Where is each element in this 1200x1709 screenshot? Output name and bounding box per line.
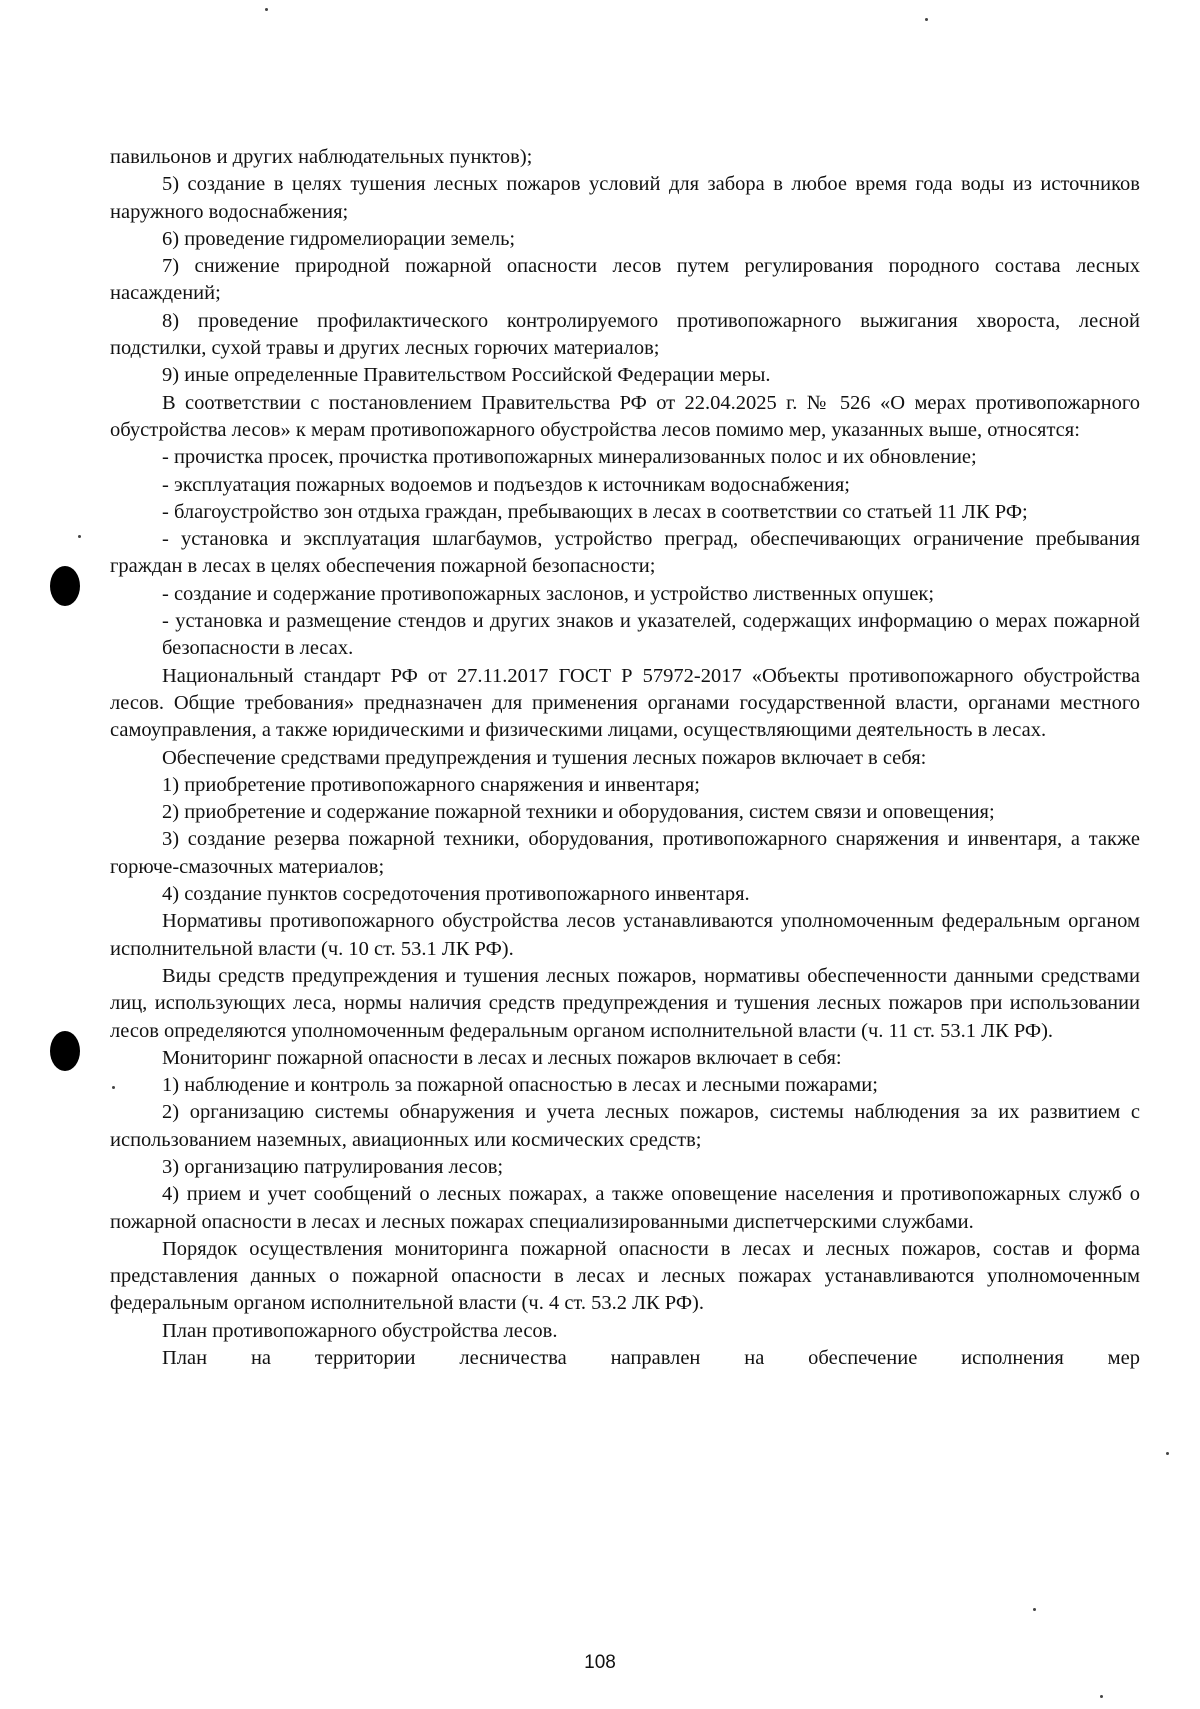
list-item: 3) организацию патрулирования лесов; [162,1155,504,1178]
list-item: 4) создание пунктов сосредоточения противопожарного инвентаря. [162,883,750,906]
list-item: 4) прием и учет сообщений о лесных пожарах, а также оповещение населения и противопожарных служб о пожарной опасности в лесах и лесных пожарах специализированными диспетчерскими службами. [110,1183,1140,1233]
page-number: 108 [584,1652,616,1673]
paragraph: 5) создание в целях тушения лесных пожаров условий для забора в любое время года воды из источников наружного водоснабжения; [110,173,1140,223]
paragraph: План противопожарного обустройства лесов. [162,1319,558,1342]
scan-speck [1100,1695,1103,1698]
list-item: - прочистка просек, прочистка противопожарных минерализованных полос и их обновление; [162,446,977,469]
list-item: 3) создание резерва пожарной техники, оборудования, противопожарного снаряжения и инвентаря, а также горюче-смазочных материалов; [110,828,1140,878]
paragraph: Национальный стандарт РФ от 27.11.2017 ГОСТ Р 57972-2017 «Объекты противопожарного обустройства лесов. Общие требования» предназначен для применения органами государственной власти, органами местного самоуправления, а также юридическими и физическими лицами, осуществляющими деятельность в лесах. [110,664,1140,742]
paragraph: Обеспечение средствами предупреждения и тушения лесных пожаров включает в себя: [162,746,927,769]
paragraph: павильонов и других наблюдательных пунктов); [110,146,533,168]
scan-speck [78,535,81,538]
paragraph: Виды средств предупреждения и тушения лесных пожаров, нормативы обеспеченности данными средствами лиц, использующих леса, нормы наличия средств предупреждения и тушения лесных пожаров при использовании лесов определяются уполномоченным федеральным органом исполнительной власти (ч. 11 ст. 53.1 ЛК РФ). [110,964,1140,1042]
paragraph: План на территории лесничества направлен на обеспечение исполнения мер [162,1347,1140,1370]
list-item: 1) приобретение противопожарного снаряжения и инвентаря; [162,773,700,796]
punch-hole-bottom [50,1031,80,1071]
paragraph: Нормативы противопожарного обустройства лесов устанавливаются уполномоченным федеральным органом исполнительной власти (ч. 10 ст. 53.1 ЛК РФ). [110,910,1140,960]
scan-speck [925,18,928,21]
paragraph: Порядок осуществления мониторинга пожарной опасности в лесах и лесных пожаров, состав и форма представления данных о пожарной опасности в лесах и лесных пожарах устанавливаются уполномоченным федеральным органом исполнительной власти (ч. 4 ст. 53.2 ЛК РФ). [110,1237,1140,1315]
list-item: - установка и размещение стендов и других знаков и указателей, содержащих информацию о мерах пожарной безопасности в лесах. [162,610,1140,660]
paragraph: 8) проведение профилактического контролируемого противопожарного выжигания хвороста, лесной подстилки, сухой травы и других лесных горючих материалов; [110,309,1140,360]
list-item: 2) приобретение и содержание пожарной техники и оборудования, систем связи и оповещения; [162,801,995,824]
list-item: - благоустройство зон отдыха граждан, пребывающих в лесах в соответствии со статьей 11 ЛК РФ; [162,500,1028,523]
paragraph: 6) проведение гидромелиорации земель; [162,227,516,250]
scan-speck [265,8,268,11]
paragraph: 7) снижение природной пожарной опасности лесов путем регулирования породного состава лесных насаждений; [110,255,1140,305]
body-text [110,144,1140,1372]
paragraph: 9) иные определенные Правительством Российской Федерации меры. [162,364,771,387]
list-item: - создание и содержание противопожарных заслонов, и устройство лиственных опушек; [162,582,935,605]
punch-hole-top [50,566,80,606]
paragraph: В соответствии с постановлением Правительства РФ от 22.04.2025 г. № 526 «О мерах противопожарного обустройства лесов» к мерам противопожарного обустройства лесов помимо мер, указанных выше, относятся: [110,391,1140,441]
list-item: - установка и эксплуатация шлагбаумов, устройство преград, обеспечивающих ограничение пребывания граждан в лесах в целях обеспечения пожарной безопасности; [110,528,1140,578]
scan-speck [1033,1608,1036,1611]
list-item: 2) организацию системы обнаружения и учета лесных пожаров, системы наблюдения за их развитием с использованием наземных, авиационных или космических средств; [110,1101,1140,1151]
scan-speck [1166,1452,1169,1455]
list-item: 1) наблюдение и контроль за пожарной опасностью в лесах и лесными пожарами; [162,1074,878,1097]
paragraph: Мониторинг пожарной опасности в лесах и лесных пожаров включает в себя: [162,1046,842,1069]
list-item: - эксплуатация пожарных водоемов и подъездов к источникам водоснабжения; [162,473,850,496]
